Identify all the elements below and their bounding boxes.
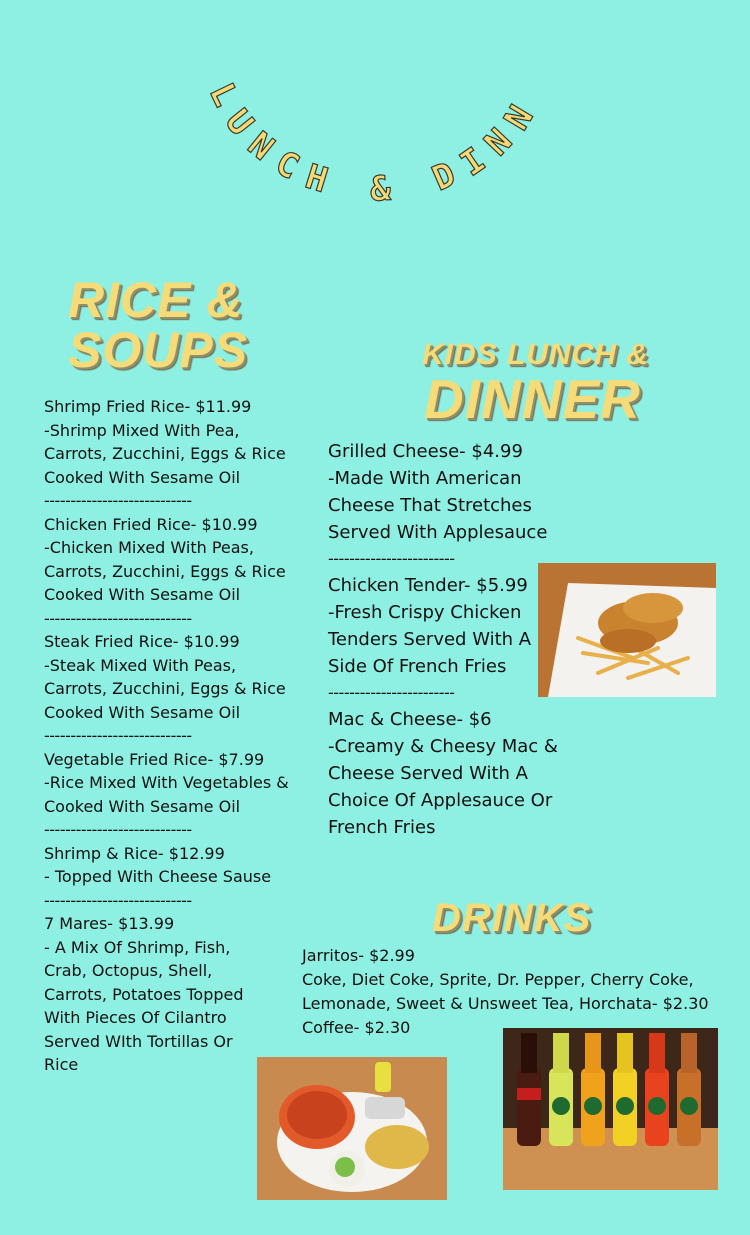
menu-item-name: 7 Mares- $13.99 (44, 914, 175, 933)
jarritos-bottles-photo (503, 1028, 718, 1190)
menu-item (328, 438, 558, 546)
menu-item (328, 706, 558, 841)
menu-item (44, 912, 254, 1077)
menu-item-name: Shrimp & Rice- $12.99 (44, 843, 225, 863)
menu-item (328, 572, 533, 680)
rice-soups-menu (44, 395, 289, 1077)
separator: ---------------------------- (44, 491, 192, 510)
menu-item-name: Mac & Cheese- $6 (328, 709, 492, 730)
separator: ---------------------------- (44, 726, 192, 745)
rice-soups-heading: RICE & SOUPS (68, 272, 249, 378)
menu-item (44, 748, 289, 819)
menu-item (44, 395, 289, 489)
kids-heading-line1: KIDS LUNCH & (422, 338, 649, 371)
page-title (190, 60, 570, 270)
separator: ---------------------------- (44, 890, 192, 910)
menu-item-desc: -Shrimp Mixed With Pea, Carrots, Zucchini, Eggs & Rice Cooked With Sesame Oil (44, 420, 286, 487)
menu-item-desc: -Steak Mixed With Peas, Carrots, Zucchini, Eggs & Rice Cooked With Sesame Oil (44, 655, 286, 722)
drinks-line: Coffee- $2.30 (302, 1018, 411, 1037)
menu-item-name: Steak Fried Rice- $10.99 (44, 632, 240, 651)
menu-item-desc: -Fresh Crispy Chicken Tenders Served With A Side Of French Fries (328, 602, 532, 677)
menu-item-desc: -Made With American Cheese That Stretches Served With Applesauce (328, 468, 548, 543)
menu-item-desc: -Chicken Mixed With Peas, Carrots, Zucchini, Eggs & Rice Cooked With Sesame Oil (44, 538, 286, 604)
menu-item (44, 630, 289, 724)
chicken-tenders-photo (538, 563, 716, 697)
drinks-line: Jarritos- $2.99 (302, 946, 415, 965)
menu-item-name: Vegetable Fried Rice- $7.99 (44, 749, 265, 769)
kids-heading-line2: DINNER (424, 368, 641, 430)
menu-item-desc: - Topped With Cheese Sause (44, 867, 272, 886)
menu-item-name: Chicken Fried Rice- $10.99 (44, 514, 258, 534)
menu-item-name: Chicken Tender- $5.99 (328, 575, 528, 596)
menu-item (44, 513, 289, 607)
menu-item-desc: - A Mix Of Shrimp, Fish, Crab, Octopus, Shell, Carrots, Potatoes Topped With Pieces Of Cilantro Served WIth Tortillas Or Rice (44, 937, 244, 1074)
menu-item-name: Grilled Cheese- $4.99 (328, 441, 523, 462)
kids-menu (328, 438, 558, 841)
menu-item-name: Shrimp Fried Rice- $11.99 (44, 397, 252, 416)
separator: ------------------------ (328, 683, 455, 702)
seafood-soup-photo (257, 1057, 447, 1200)
drinks-menu (302, 944, 742, 1040)
separator: ---------------------------- (44, 820, 192, 839)
separator: ------------------------ (328, 549, 455, 568)
page-title-text: LUNCH & DINN (200, 76, 549, 210)
menu-item-desc: -Rice Mixed With Vegetables & Cooked With Sesame Oil (44, 773, 289, 816)
drinks-heading: DRINKS (432, 896, 592, 940)
menu-item (44, 842, 289, 889)
drinks-line: Coke, Diet Coke, Sprite, Dr. Pepper, Cherry Coke, Lemonade, Sweet & Unsweet Tea, Horchata- $2.30 (302, 970, 709, 1013)
menu-item-desc: -Creamy & Cheesy Mac & Cheese Served With A Choice Of Applesauce Or French Fries (328, 736, 558, 838)
separator: ---------------------------- (44, 608, 192, 628)
